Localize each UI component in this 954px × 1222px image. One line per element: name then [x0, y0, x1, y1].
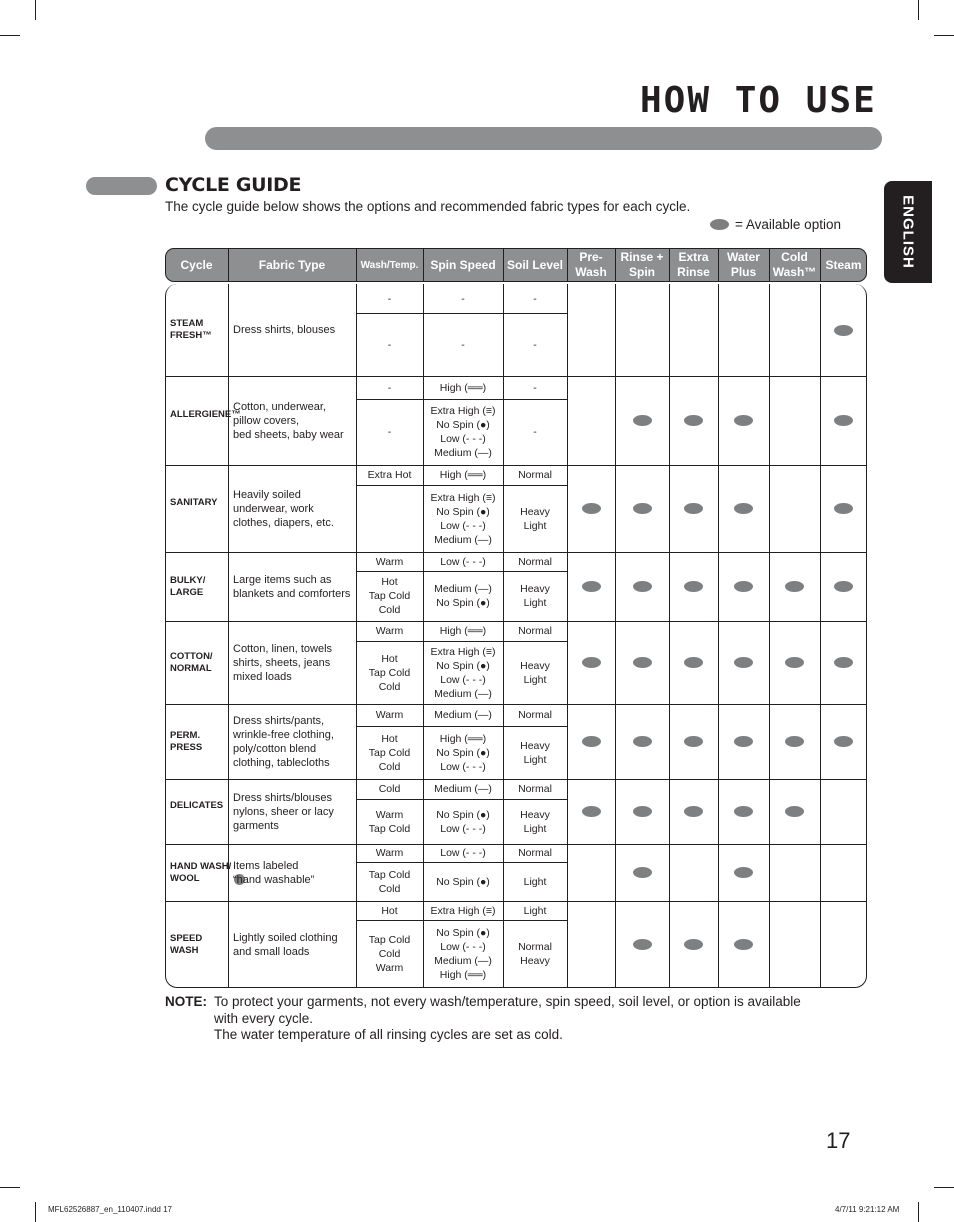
spin-value: High (══)	[439, 381, 487, 394]
cycle-name-text: SANITARY	[170, 496, 218, 508]
note-line: The water temperature of all rinsing cycles are set as cold.	[214, 1027, 563, 1042]
available-option-icon	[785, 581, 804, 592]
spin-value: -	[461, 292, 465, 305]
available-option-icon	[684, 503, 703, 514]
available-option-icon	[633, 939, 652, 950]
temp-value: -	[387, 292, 392, 305]
cycle-name-text: DELICATES	[170, 799, 224, 811]
row-divider	[165, 552, 867, 553]
temp-value: Extra Hot	[367, 469, 412, 481]
cycle-name-text: STEAM FRESH™	[170, 318, 212, 341]
temp-value: -	[387, 381, 392, 394]
intro-text: The cycle guide below shows the options and recommended fabric types for each cycle.	[165, 199, 691, 214]
spin-value: Extra High (≡) No Spin (●) Low (- - -) Medium (—)	[430, 405, 496, 459]
column-divider	[615, 284, 616, 988]
soil-value: -	[533, 292, 537, 305]
note-line: with every cycle.	[214, 1010, 314, 1026]
temp-value: Warm	[375, 555, 404, 568]
soil-value: Heavy Light	[520, 659, 550, 686]
available-option-icon	[734, 939, 753, 950]
column-header: Cycle	[180, 257, 213, 272]
legend-label: = Available option	[735, 217, 841, 232]
available-option-icon	[582, 581, 601, 592]
temp-value: Hot	[381, 904, 398, 917]
available-option-icon	[785, 736, 804, 747]
cycle-name	[170, 730, 202, 754]
crop-mark	[35, 1202, 36, 1222]
column-divider	[820, 284, 821, 988]
sub-row-divider	[356, 862, 567, 863]
available-option-icon	[684, 657, 703, 668]
column-header: Extra Rinse	[677, 250, 710, 279]
soil-value: Light	[523, 904, 547, 917]
header-divider	[228, 248, 229, 282]
temp-value: Tap Cold Cold Warm	[368, 934, 411, 974]
available-option-icon	[785, 657, 804, 668]
spin-value: Medium (—) No Spin (●)	[434, 583, 492, 609]
fabric-type: Dress shirts/pants, wrinkle-free clothing, poly/cotton blend clothing, tablecloths	[233, 714, 334, 769]
available-option-icon	[734, 657, 753, 668]
spin-value: High (══)	[439, 469, 487, 481]
footer-timestamp: 4/7/11 9:21:12 AM	[835, 1205, 900, 1214]
available-option-icon	[582, 806, 601, 817]
crop-mark	[934, 35, 954, 36]
row-divider	[165, 621, 867, 622]
column-divider	[669, 284, 670, 988]
temp-value: -	[387, 338, 392, 351]
available-option-icon	[834, 503, 853, 514]
available-option-icon	[582, 657, 601, 668]
crop-mark	[0, 1187, 20, 1188]
header-divider	[769, 248, 770, 282]
available-option-icon	[834, 657, 853, 668]
fabric-type: Heavily soiled underwear, work clothes, diapers, etc.	[233, 488, 334, 529]
column-divider	[567, 284, 568, 988]
available-option-icon	[834, 325, 853, 336]
soil-value: Normal Heavy	[518, 941, 552, 967]
column-header: Wash/Temp.	[360, 259, 419, 271]
section-pill	[86, 177, 157, 195]
available-option-icon	[834, 581, 853, 592]
temp-value: Warm	[375, 625, 404, 637]
spin-value: Low (- - -)	[440, 555, 486, 568]
column-header: Spin Speed	[430, 257, 496, 272]
row-divider	[165, 901, 867, 902]
cycle-name	[170, 409, 241, 421]
cycle-name	[170, 800, 223, 812]
crop-mark	[0, 35, 20, 36]
fabric-type: Lightly soiled clothing and small loads	[233, 931, 338, 958]
cycle-name	[170, 497, 218, 509]
soil-value: Heavy Light	[520, 739, 550, 766]
cycle-name-text: ALLERGIENE™	[170, 408, 241, 420]
spin-value: High (══)	[439, 625, 487, 637]
cycle-name-text: PERM. PRESS	[170, 729, 203, 753]
temp-value: Tap Cold Cold	[368, 868, 411, 895]
title-bar	[205, 127, 882, 150]
column-header: Soil Level	[506, 257, 564, 272]
sub-row-divider	[356, 571, 567, 572]
soil-value: Heavy Light	[520, 505, 550, 532]
available-option-icon	[710, 219, 729, 230]
temp-value: Hot Tap Cold Cold	[368, 576, 411, 616]
available-option-icon	[834, 736, 853, 747]
fabric-type: Dress shirts/blouses nylons, sheer or lacy garments	[233, 791, 334, 832]
available-option-icon	[633, 867, 652, 878]
language-tab-label: ENGLISH	[899, 195, 917, 269]
cycle-name-text: BULKY/ LARGE	[170, 574, 206, 598]
column-header: Water Plus	[727, 250, 760, 279]
soil-value: Heavy Light	[520, 808, 550, 835]
temp-value: Warm Tap Cold	[368, 808, 411, 835]
soil-value: -	[533, 381, 537, 394]
available-option-icon	[734, 736, 753, 747]
soil-value: Normal	[518, 469, 552, 481]
available-option-icon	[684, 736, 703, 747]
soil-value: Normal	[518, 555, 552, 568]
crop-mark	[918, 0, 919, 20]
spin-value: No Spin (●) Low (- - -) Medium (—) High (══)	[434, 927, 492, 981]
available-option-icon	[684, 415, 703, 426]
temp-value: Cold	[378, 783, 401, 795]
column-header: Rinse + Spin	[620, 250, 664, 279]
temp-value: Hot Tap Cold Cold	[368, 732, 411, 773]
column-divider	[718, 284, 719, 988]
cycle-name	[170, 318, 212, 342]
cycle-name-text: COTTON/ NORMAL	[170, 650, 213, 674]
soil-value: Normal	[518, 709, 552, 721]
soil-value: Heavy Light	[520, 583, 550, 609]
available-option-icon	[684, 581, 703, 592]
spin-value: -	[461, 338, 465, 351]
row-divider	[165, 376, 867, 377]
sub-row-divider	[356, 485, 567, 486]
sub-row-divider	[356, 799, 567, 800]
sub-row-divider	[356, 399, 567, 400]
header-divider	[423, 248, 424, 282]
fabric-type: Dress shirts, blouses	[233, 324, 336, 336]
spin-value: High (══) No Spin (●) Low (- - -)	[436, 732, 490, 773]
row-divider	[165, 465, 867, 466]
available-option-icon	[734, 806, 753, 817]
available-option-icon	[734, 867, 753, 878]
legend	[710, 217, 841, 232]
available-option-icon	[633, 503, 652, 514]
header-divider	[669, 248, 670, 282]
soil-value: -	[533, 338, 537, 351]
available-option-icon	[633, 806, 652, 817]
column-header: Cold Wash™	[772, 250, 817, 279]
column-header: Pre- Wash	[575, 250, 607, 279]
available-option-icon	[834, 415, 853, 426]
header-divider	[356, 248, 357, 282]
cycle-name-text: HAND WASH/ WOOL	[170, 860, 232, 884]
soil-value: Normal	[518, 625, 552, 637]
soil-value: Light	[523, 875, 547, 888]
fabric-type: Large items such as blankets and comforters	[233, 573, 351, 600]
fabric-type: Cotton, linen, towels shirts, sheets, jeans mixed loads	[233, 642, 333, 683]
cycle-name	[170, 933, 202, 957]
available-option-icon	[734, 415, 753, 426]
available-option-icon	[633, 657, 652, 668]
page-number: 17	[826, 1128, 851, 1153]
available-option-icon	[582, 736, 601, 747]
spin-value: Extra High (≡)	[430, 904, 496, 917]
available-option-icon	[684, 939, 703, 950]
sub-row-divider	[356, 641, 567, 642]
available-option-icon	[734, 581, 753, 592]
crop-mark	[35, 0, 36, 20]
temp-value: Warm	[375, 709, 404, 721]
row-divider	[165, 844, 867, 845]
available-option-icon	[633, 415, 652, 426]
header-divider	[567, 248, 568, 282]
footer-file: MFL62526887_en_110407.indd 17	[48, 1205, 172, 1214]
sub-row-divider	[356, 313, 567, 314]
column-divider	[769, 284, 770, 988]
soil-value: Normal	[518, 847, 552, 859]
soil-value: -	[533, 426, 537, 438]
crop-mark	[918, 1202, 919, 1222]
header-divider	[503, 248, 504, 282]
header-divider	[718, 248, 719, 282]
available-option-icon	[582, 503, 601, 514]
header-divider	[820, 248, 821, 282]
spin-value: Medium (—)	[434, 783, 492, 795]
fabric-type: Cotton, underwear, pillow covers, bed sheets, baby wear	[233, 400, 344, 441]
available-option-icon	[633, 581, 652, 592]
spin-value: Extra High (≡) No Spin (●) Low (- - -) Medium (—)	[430, 645, 496, 700]
language-tab	[884, 181, 932, 283]
spin-value: No Spin (●)	[436, 875, 490, 888]
sub-row-divider	[356, 920, 567, 921]
fabric-type: Items labeled “hand washable”	[233, 859, 315, 886]
row-divider	[165, 704, 867, 705]
available-option-icon	[633, 736, 652, 747]
spin-value: Medium (—)	[434, 709, 492, 721]
note-line: To protect your garments, not every wash/temperature, spin speed, soil level, or option is available	[214, 994, 801, 1009]
section-title: CYCLE GUIDE	[165, 174, 302, 196]
available-option-icon	[684, 806, 703, 817]
temp-value: Warm	[375, 847, 404, 859]
spin-value: No Spin (●) Low (- - -)	[436, 808, 490, 835]
available-option-icon	[734, 503, 753, 514]
crop-mark	[934, 1187, 954, 1188]
row-divider	[165, 779, 867, 780]
page-title: HOW TO USE	[640, 80, 877, 121]
header-divider	[615, 248, 616, 282]
available-option-icon	[785, 806, 804, 817]
cycle-name-text: SPEED WASH	[170, 932, 203, 956]
cycle-name	[170, 651, 213, 675]
temp-value: Hot Tap Cold Cold	[368, 652, 411, 693]
sub-row-divider	[356, 726, 567, 727]
soil-value: Normal	[518, 783, 552, 795]
spin-value: Extra High (≡) No Spin (●) Low (- - -) Medium (—)	[430, 491, 496, 546]
spin-value: Low (- - -)	[440, 847, 486, 859]
cycle-name	[170, 575, 205, 599]
column-header: Steam	[825, 257, 862, 272]
column-header: Fabric Type	[258, 257, 326, 272]
temp-value: -	[387, 426, 392, 438]
note-label: NOTE:	[165, 994, 207, 1009]
